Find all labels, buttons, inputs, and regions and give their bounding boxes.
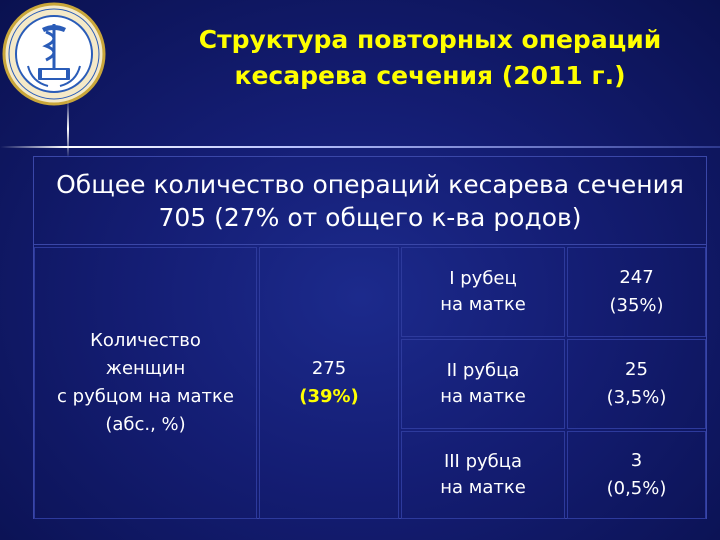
scar-abs: 247 xyxy=(619,267,654,288)
total-pct: (39%) xyxy=(299,386,359,407)
scar-value-cell xyxy=(567,247,706,337)
academy-logo xyxy=(2,2,106,106)
summary-cell xyxy=(34,157,706,245)
total-abs: 275 xyxy=(311,358,347,379)
scar-type-line: на матке xyxy=(440,477,526,498)
row-label-line: Количество xyxy=(90,330,201,351)
row-label-line: женщин xyxy=(105,358,186,379)
scar-type-line: I рубец xyxy=(449,268,517,289)
title-line-1: Структура повторных операций xyxy=(198,25,662,54)
title-line-2: кесарева сечения (2011 г.) xyxy=(234,61,626,90)
slide-title xyxy=(150,22,710,94)
scar-value-cell xyxy=(567,339,706,429)
row-label-line: (абс., %) xyxy=(105,414,186,435)
scar-pct: (0,5%) xyxy=(606,478,667,499)
summary-line-2: 705 (27% от общего к-ва родов) xyxy=(158,202,582,232)
scar-type-cell xyxy=(401,431,565,519)
scar-pct: (3,5%) xyxy=(606,387,667,408)
scar-type-cell xyxy=(401,247,565,337)
scar-type-line: на матке xyxy=(440,386,526,407)
scar-pct: (35%) xyxy=(609,295,664,316)
summary-line-1: Общее количество операций кесарева сечения xyxy=(56,169,684,199)
divider-line xyxy=(0,146,720,148)
scar-type-cell xyxy=(401,339,565,429)
total-cell xyxy=(259,247,399,519)
row-label-cell xyxy=(34,247,257,519)
statistics-table xyxy=(33,156,707,519)
row-label-line: с рубцом на матке xyxy=(57,386,234,407)
scar-type-line: II рубца xyxy=(446,360,520,381)
scar-abs: 3 xyxy=(630,450,643,471)
scar-abs: 25 xyxy=(625,359,648,380)
scar-type-line: на матке xyxy=(440,294,526,315)
scar-type-line: III рубца xyxy=(443,451,523,472)
academy-seal-icon xyxy=(2,2,106,106)
divider-vertical-line xyxy=(67,100,69,158)
scar-value-cell xyxy=(567,431,706,519)
